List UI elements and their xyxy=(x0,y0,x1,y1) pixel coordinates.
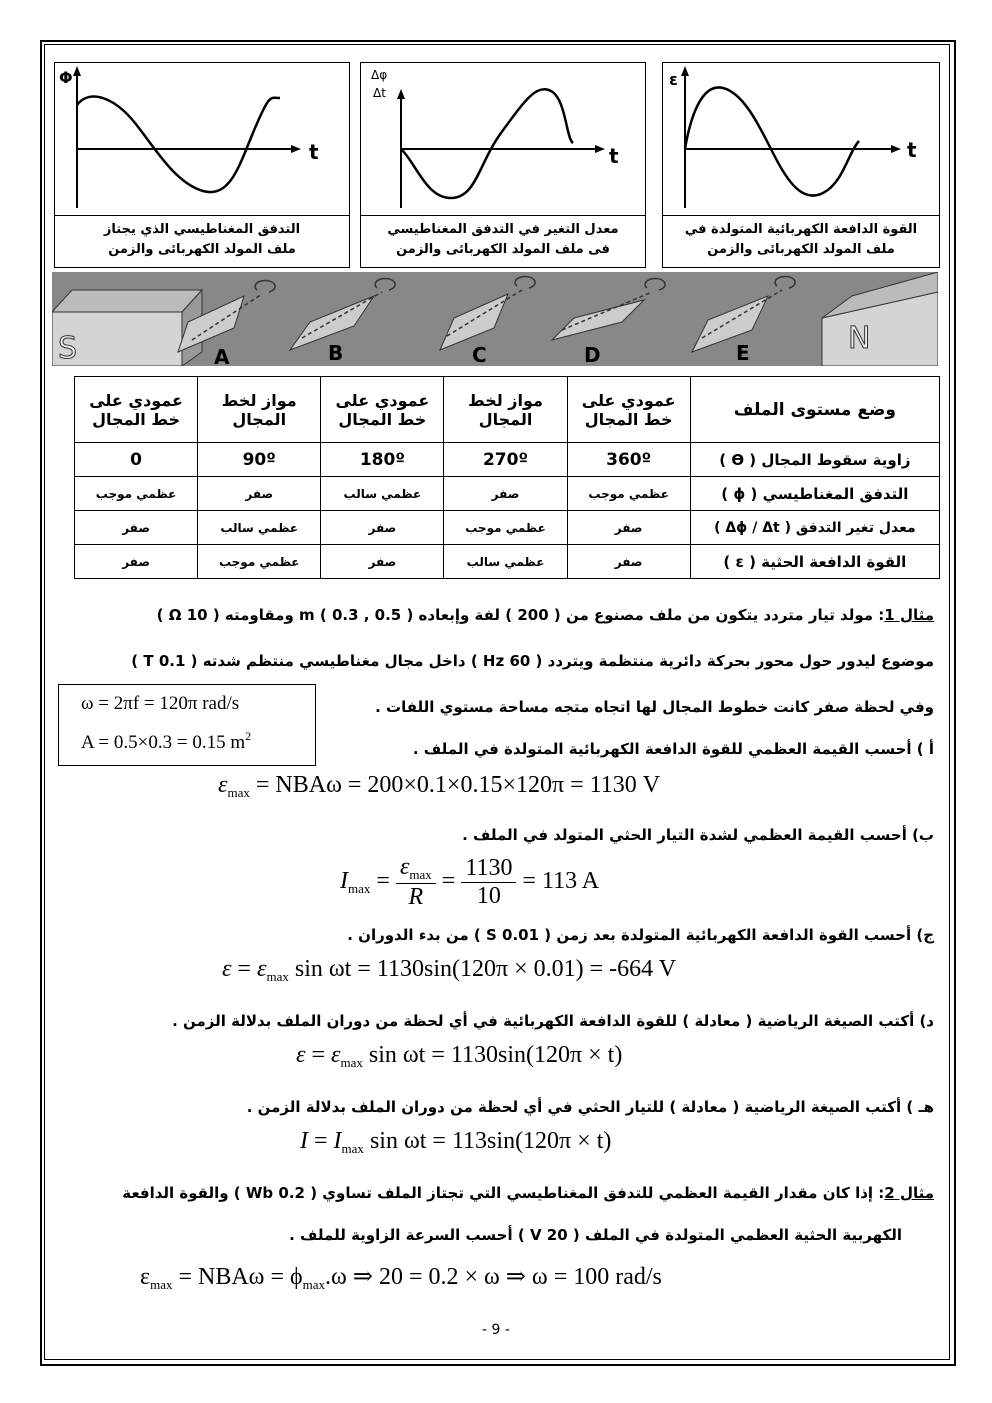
rate-axis-y-bottom: Δt xyxy=(373,86,386,100)
rate-caption-line1: معدل التغير في التدفق المغناطيسي xyxy=(387,222,619,237)
formula-d-rest: sin ωt = 1130sin(120π × t) xyxy=(362,1042,623,1068)
table-cell: 270º xyxy=(444,443,567,477)
emf-caption-line2: ملف المولد الكهربائى والزمن xyxy=(707,242,895,257)
formula-ex2-part1: = NBAω = ϕ xyxy=(172,1264,303,1290)
formula-e-sub: max xyxy=(341,1141,364,1156)
question-d: د) أكتب الصيغة الرياضية ( معادلة ) للقوة الدافعة الكهربائية في أي لحظة من دوران الملف بدلالة الزمن . xyxy=(172,1012,934,1030)
question-b: ب) أحسب القيمة العظمي لشدة التيار الحثي المتولد في الملف . xyxy=(462,826,934,844)
table-header-col: عمودي على خط المجال xyxy=(75,377,198,443)
formula-b-result: = 113 A xyxy=(522,868,600,895)
formula-c-sub: max xyxy=(266,969,289,984)
formula-b-num1: ε xyxy=(399,854,410,880)
given-values-box xyxy=(58,684,316,766)
flux-caption-line1: التدفق المغناطيسي الذي يجتاز xyxy=(103,222,301,237)
coil-label-c: C xyxy=(472,343,487,366)
formula-b-lhs: I xyxy=(340,868,348,895)
table-header-label: وضع مستوى الملف xyxy=(690,377,939,443)
table-cell: 0 xyxy=(75,443,198,477)
question-a: أ ) أحسب القيمة العظمي للقوة الدافعة الكهربائية المتولدة في الملف . xyxy=(412,740,934,758)
emf-axis-y: ε xyxy=(669,70,678,89)
table-row xyxy=(75,443,940,477)
table-cell: 90º xyxy=(198,443,321,477)
formula-b-frac2 xyxy=(461,855,516,910)
table-cell: عظمي موجب xyxy=(75,477,198,511)
table-cell: صفر xyxy=(321,545,444,579)
table-cell: صفر xyxy=(567,545,690,579)
example1-title: مثال 1 xyxy=(884,606,934,624)
example2-text1: : إذا كان مقدار القيمة العظمي للتدفق المغناطيسي التي تجتاز الملف تساوي ( 0.2 Wb ) والقوة الدافعة xyxy=(122,1184,885,1202)
rate-caption xyxy=(361,215,645,267)
formula-a-rhs: = NBAω = 200×0.1×0.15×120π = 1130 V xyxy=(249,772,661,798)
question-c: ج) أحسب القوة الدافعة الكهربائية المتولدة بعد زمن ( 0.01 S ) من بدء الدوران . xyxy=(347,926,934,944)
table-cell: صفر xyxy=(444,477,567,511)
emf-caption xyxy=(663,215,939,267)
emf-caption-line1: القوة الدافعة الكهربائية المتولدة في xyxy=(684,222,918,237)
formula-c-eps: ε xyxy=(222,956,232,982)
example2-line2: الكهربية الحثية العظمي المتولدة في الملف ( 20 V ) أحسب السرعة الزاوية للملف . xyxy=(289,1226,902,1244)
formula-b: $I_{max}$ = $\frac{\varepsilon_{max}}{R}$ = $\frac{1130}{10}$ = 113 A xyxy=(340,854,600,910)
formula-e-i: I xyxy=(300,1128,308,1154)
coil-label-b: B xyxy=(328,341,344,365)
emf-graph xyxy=(662,62,940,268)
table-cell: 180º xyxy=(321,443,444,477)
table-cell: عظمي سالب xyxy=(198,511,321,545)
table-header-row xyxy=(75,377,940,443)
given-area-exp: 2 xyxy=(245,729,252,743)
row-label: زاوية سقوط المجال ( ϴ ) xyxy=(690,443,939,477)
table-cell: صفر xyxy=(567,511,690,545)
coil-label-e: E xyxy=(736,341,750,365)
coil-label-d: D xyxy=(584,343,601,366)
formula-c-rest: sin ωt = 1130sin(120π × 0.01) = -664 V xyxy=(288,956,677,982)
given-area-text: A = 0.5×0.3 = 0.15 m xyxy=(81,732,246,753)
example2-title: مثال 2 xyxy=(884,1184,934,1202)
formula-e: $I = I_{max}$ sin ωt = 113sin(120π × t) xyxy=(300,1128,612,1156)
flux-axis-y: Φ xyxy=(59,68,73,87)
table-cell: عظمي سالب xyxy=(321,477,444,511)
formula-b-den1: R xyxy=(408,884,424,910)
rate-axis-y-top: Δφ xyxy=(371,68,388,82)
formula-b-frac1 xyxy=(396,854,436,911)
formula-e-rest: sin ωt = 113sin(120π × t) xyxy=(363,1128,612,1154)
flux-caption-line2: ملف المولد الكهربائى والزمن xyxy=(108,242,296,257)
page-number: - 9 - xyxy=(482,1322,510,1338)
table-header-col: عمودي على خط المجال xyxy=(567,377,690,443)
formula-e-i2: I xyxy=(333,1128,342,1154)
flux-graph xyxy=(54,62,350,268)
table-header-col: مواز لخط المجال xyxy=(198,377,321,443)
coil-rotation-illustration xyxy=(52,272,938,366)
table-row xyxy=(75,545,940,579)
table-row xyxy=(75,511,940,545)
table-header-col: مواز لخط المجال xyxy=(444,377,567,443)
table-cell: عظمي موجب xyxy=(198,545,321,579)
coil-position-table xyxy=(74,376,940,579)
formula-d: $\varepsilon = \varepsilon_{max}$ sin ωt = 1130sin(120π × t) xyxy=(296,1042,623,1070)
row-label: القوة الدافعة الحثية ( ε ) xyxy=(690,545,939,579)
table-cell: صفر xyxy=(198,477,321,511)
rate-axis-x: t xyxy=(609,144,619,168)
formula-ex2-sub2: max xyxy=(302,1277,326,1292)
flux-caption xyxy=(55,215,349,267)
emf-axis-x: t xyxy=(907,138,917,162)
table-cell: عظمي سالب xyxy=(444,545,567,579)
example2-line1 xyxy=(54,1184,934,1202)
flux-plot xyxy=(55,63,349,215)
coil-label-a: A xyxy=(214,345,230,366)
formula-b-num1-sub: max xyxy=(409,867,432,882)
formula-example2 xyxy=(140,1262,662,1293)
pole-n: N xyxy=(848,321,871,356)
question-e: هـ ) أكتب الصيغة الرياضية ( معادلة ) للتيار الحثي في أي لحظة من دوران الملف بدلالة الزمن . xyxy=(246,1098,934,1116)
row-label: التدفق المغناطيسي ( ϕ ) xyxy=(690,477,939,511)
given-omega: ω = 2πf = 120π rad/s xyxy=(81,693,240,714)
pole-s: S xyxy=(58,331,78,366)
formula-d-sub: max xyxy=(340,1055,363,1070)
given-area xyxy=(81,729,251,754)
formula-a-lhs: ε xyxy=(218,772,228,798)
coil-rotation-drawing xyxy=(52,272,938,366)
formula-b-num2: 1130 xyxy=(461,855,516,883)
formula-ex2-eps: ε xyxy=(140,1264,151,1290)
table-cell: صفر xyxy=(75,511,198,545)
formula-ex2-part2: .ω ⇒ 20 = 0.2 × ω ⇒ ω = 100 rad/s xyxy=(325,1264,662,1290)
rate-graph xyxy=(360,62,646,268)
formula-b-den2: 10 xyxy=(476,883,501,909)
row-label: معدل تغير التدفق ( Δϕ / Δt ) xyxy=(690,511,939,545)
formula-b-sub: max xyxy=(348,881,371,897)
table-cell: عظمي موجب xyxy=(567,477,690,511)
example1-line2: موضوع ليدور حول محور بحركة دائرية منتظمة ويتردد ( 60 Hz ) داخل مجال مغناطيسي منتظم شدته ( 0.1 T ) xyxy=(131,652,934,670)
formula-c-eps2: ε xyxy=(257,956,267,982)
formula-a xyxy=(218,772,660,801)
example1-line3: وفي لحظة صفر كانت خطوط المجال لها اتجاه متجه مساحة مستوي اللفات . xyxy=(375,698,934,716)
table-cell: صفر xyxy=(75,545,198,579)
formula-c: $\varepsilon = \varepsilon_{max}$ sin ωt = 1130sin(120π × 0.01) = -664 V xyxy=(222,956,677,984)
formula-d-eps2: ε xyxy=(331,1042,341,1068)
formula-ex2-sub: max xyxy=(150,1277,173,1292)
table-header-col: عمودي على خط المجال xyxy=(321,377,444,443)
rate-plot xyxy=(361,63,645,215)
flux-axis-x: t xyxy=(309,140,319,164)
table-row xyxy=(75,477,940,511)
example1-line1 xyxy=(54,606,934,624)
table-cell: صفر xyxy=(321,511,444,545)
formula-a-sub: max xyxy=(227,785,250,800)
rate-caption-line2: فى ملف المولد الكهربائى والزمن xyxy=(396,242,610,257)
formula-d-eps: ε xyxy=(296,1042,306,1068)
table-cell: 360º xyxy=(567,443,690,477)
emf-plot xyxy=(663,63,939,215)
example1-text1: : مولد تيار متردد يتكون من ملف مصنوع من ( 200 ) لفة وإبعاده m ( 0.3 , 0.5 ) ومقاومته ( 10 Ω ) xyxy=(156,606,885,624)
table-cell: عظمي موجب xyxy=(444,511,567,545)
